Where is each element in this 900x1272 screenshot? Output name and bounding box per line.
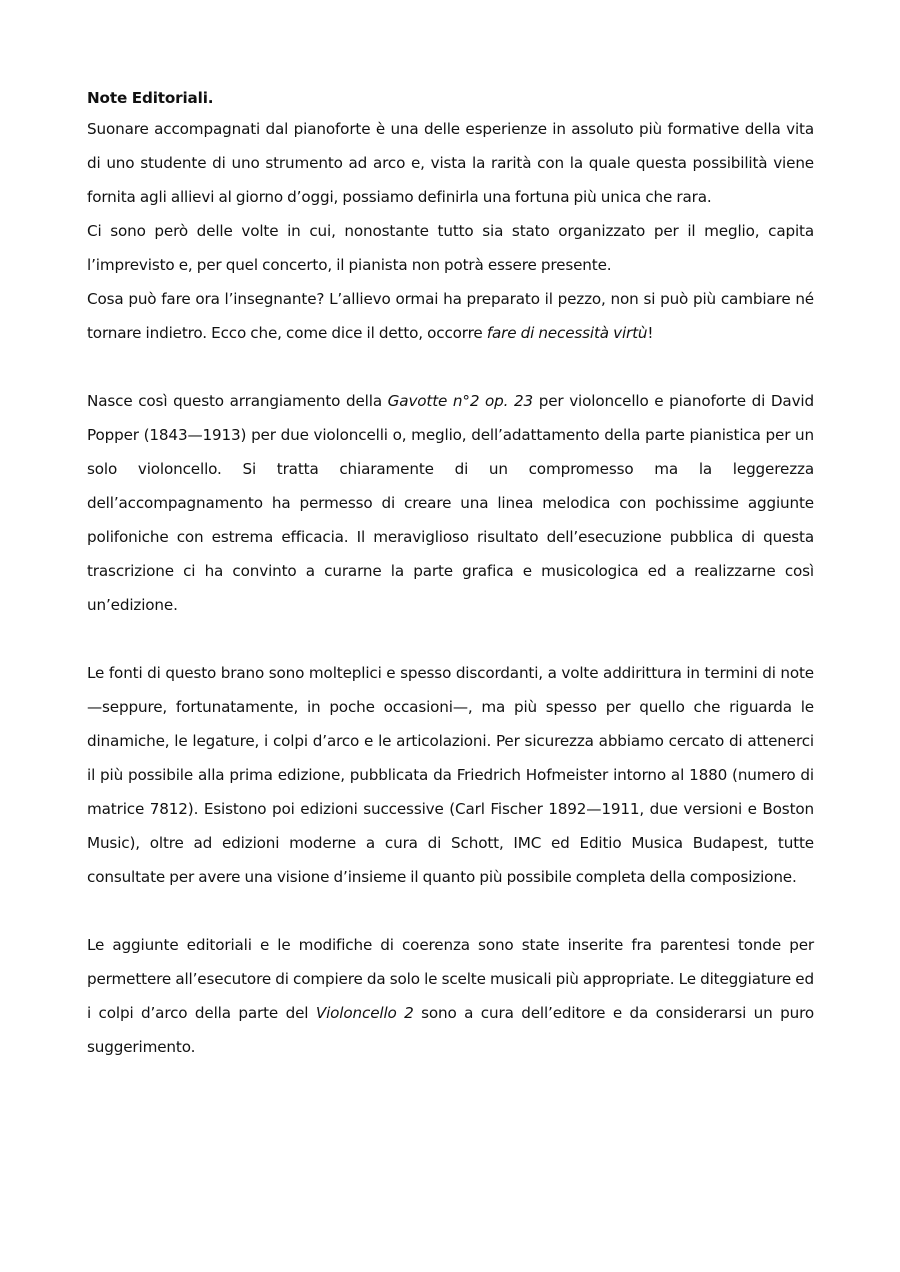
paragraph-teacher-text-end: ! bbox=[647, 324, 654, 342]
paragraph-unforeseen bbox=[87, 214, 814, 282]
paragraph-arrangement-text-end: per violoncello e pianoforte di David Popper (1843—1913) per due violoncelli o, meglio, dell’adattamento della parte pianistica per un solo violoncello. Si tratta chiaramente di un compromesso ma la leggerezza dell’accompagnamento ha permesso di creare una linea melodica con pochissime aggiunte polifoniche con estrema efficacia. Il meraviglioso risultato dell’esecuzione pubblica di questa trascrizione ci ha convinto a curarne la parte grafica e musicologica ed a realizzarne così un’edizione. bbox=[87, 392, 814, 614]
paragraph-sources bbox=[87, 656, 814, 894]
paragraph-intro bbox=[87, 112, 814, 214]
paragraph-arrangement-italic: Gavotte n°2 op. 23 bbox=[387, 392, 534, 410]
paragraph-spacer bbox=[87, 350, 814, 384]
paragraph-intro-text: Suonare accompagnati dal pianoforte è una delle esperienze in assoluto più formative della vita di uno studente di uno strumento ad arco e, vista la rarità con la quale questa possibilità viene fornita agli allievi al giorno d’oggi, possiamo definirla una fortuna più unica che rara. bbox=[87, 120, 814, 206]
paragraph-arrangement bbox=[87, 384, 814, 622]
paragraph-teacher-italic: fare di necessità virtù bbox=[486, 324, 648, 342]
paragraph-editorial-additions-italic: Violoncello 2 bbox=[315, 1004, 414, 1022]
paragraph-teacher bbox=[87, 282, 814, 350]
paragraph-arrangement-text-start: Nasce così questo arrangiamento della bbox=[87, 392, 388, 410]
page-title: Note Editoriali. bbox=[87, 89, 214, 107]
paragraph-teacher-text-start: Cosa può fare ora l’insegnante? L’allievo ormai ha preparato il pezzo, non si può più cambiare né tornare indietro. Ecco che, come dice il detto, occorre bbox=[87, 290, 814, 342]
paragraph-sources-text: Le fonti di questo brano sono molteplici e spesso discordanti, a volte addirittura in termini di note —seppure, fortunatamente, in poche occasioni—, ma più spesso per quello che riguarda le dinamiche, le legature, i colpi d’arco e le articolazioni. Per sicurezza abbiamo cercato di attenerci il più possibile alla prima edizione, pubblicata da Friedrich Hofmeister intorno al 1880 (numero di matrice 7812). Esistono poi edizioni successive (Carl Fischer 1892—1911, due versioni e Boston Music), oltre ad edizioni moderne a cura di Schott, IMC ed Editio Musica Budapest, tutte consultate per avere una visione d’insieme il quanto più possibile completa della composizione. bbox=[87, 664, 814, 886]
paragraph-editorial-additions bbox=[87, 928, 814, 1064]
editorial-notes-page bbox=[87, 84, 814, 1064]
paragraph-editorial-additions-text-end: sono a cura dell’editore e da considerarsi un puro suggerimento. bbox=[87, 1004, 814, 1056]
paragraph-editorial-additions-text-start: Le aggiunte editoriali e le modifiche di coerenza sono state inserite fra parentesi tonde per permettere all’esecutore di compiere da solo le scelte musicali più appropriate. Le diteggiature ed i colpi d’arco della parte del bbox=[87, 936, 814, 1022]
paragraph-spacer bbox=[87, 622, 814, 656]
paragraph-spacer bbox=[87, 894, 814, 928]
paragraph-unforeseen-text: Ci sono però delle volte in cui, nonostante tutto sia stato organizzato per il meglio, capita l’imprevisto e, per quel concerto, il pianista non potrà essere presente. bbox=[87, 222, 814, 274]
